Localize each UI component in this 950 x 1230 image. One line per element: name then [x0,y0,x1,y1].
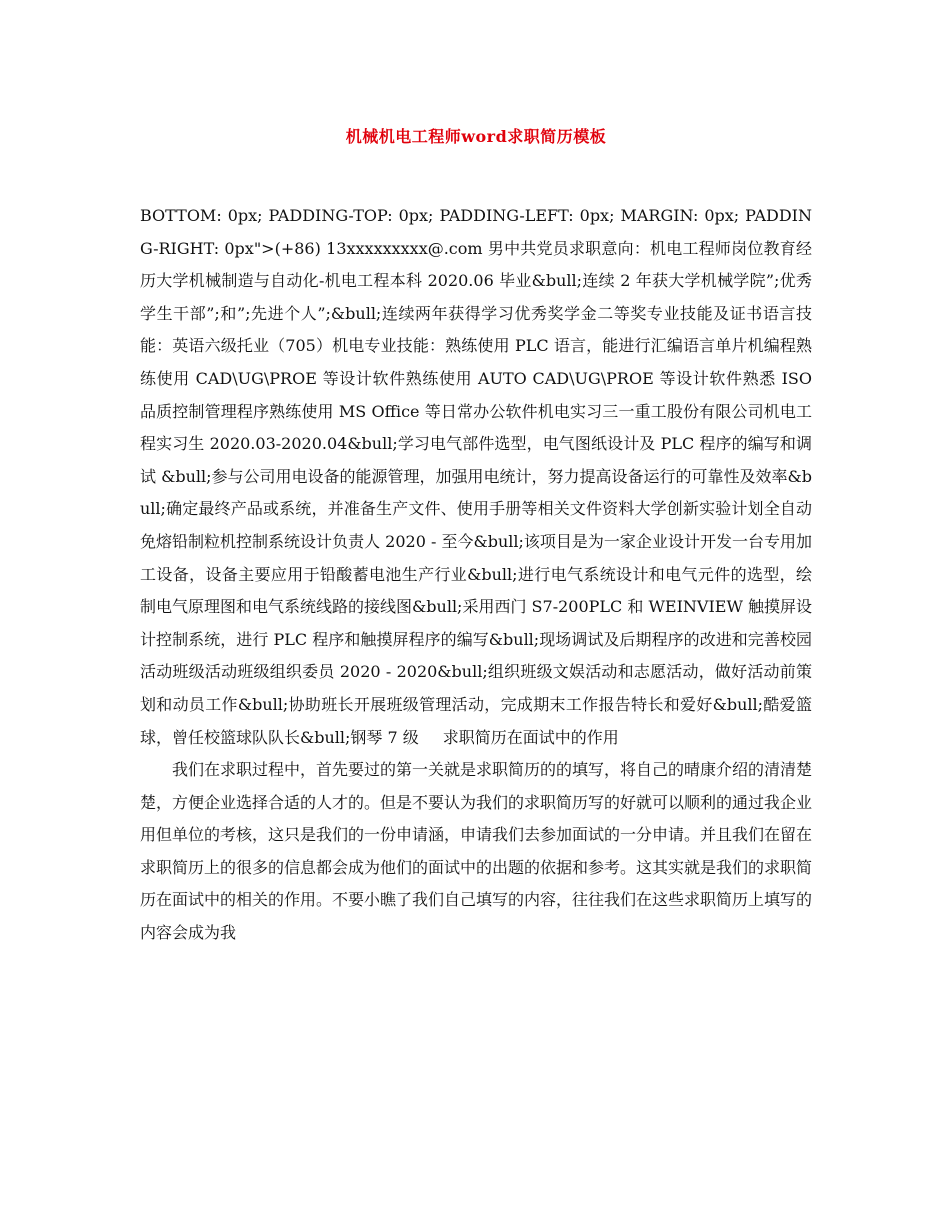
body-paragraph: 我们在求职过程中，首先要过的第一关就是求职简历的的填写，将自己的晴康介绍的清清楚楚，方便企业选择合适的人才的。但是不要认为我们的求职简历写的好就可以顺利的通过我企业用但单位的考核，这只是我们的一份申请涵，申请我们去参加面试的一分申请。并且我们在留在求职简历上的很多的信息都会成为他们的面试中的出题的依据和参考。这其实就是我们的求职简历在面试中的相关的作用。不要小瞧了我们自己填写的内容，往往我们在这些求职简历上填写的内容会成为我 [140,760,813,943]
section-heading: 求职简历在面试中的作用 [442,727,619,747]
resume-content [140,200,812,754]
document-page [140,118,812,950]
resume-text: BOTTOM: 0px; PADDING-TOP: 0px; PADDING-LEFT: 0px; MARGIN: 0px; PADDING-RIGHT: 0px">(+86) 13xxxxxxxxx@.com 男中共党员求职意向：机电工程师岗位教育经历大学机械制造与自动化-机电工程本科 2020.06 毕业&bull;连续 2 年获大学机械学院”;优秀学生干部”;和”;先进个人”;&bull;连续两年获得学习优秀奖学金二等奖专业技能及证书语言技能：英语六级托业（705）机电专业技能：熟练使用 PLC 语言，能进行汇编语言单片机编程熟练使用 CAD\UG\PROE 等设计软件熟练使用 AUTO CAD\UG\PROE 等设计软件熟悉 ISO 品质控制管理程序熟练使用 MS Office 等日常办公软件机电实习三一重工股份有限公司机电工程实习生 2020.03-2020.04&bull;学习电气部件选型，电气图纸设计及 PLC 程序的编写和调试 &bull;参与公司用电设备的能源管理，加强用电统计，努力提高设备运行的可靠性及效率&bull;确定最终产品或系统，并准备生产文件、使用手册等相关文件资料大学创新实验计划全自动免熔铅制粒机控制系统设计负责人 2020 - 至今&bull;该项目是为一家企业设计开发一台专用加工设备，设备主要应用于铅酸蓄电池生产行业&bull;进行电气系统设计和电气元件的选型，绘制电气原理图和电气系统线路的接线图&bull;采用西门 S7-200PLC 和 WEINVIEW 触摸屏设计控制系统，进行 PLC 程序和触摸屏程序的编写&bull;现场调试及后期程序的改进和完善校园活动班级活动班级组织委员 2020 - 2020&bull;组织班级文娱活动和志愿活动，做好活动前策划和动员工作&bull;协助班长开展班级管理活动，完成期末工作报告特长和爱好&bull;酷爱篮球，曾任校篮球队队长&bull;钢琴 7 级 [140,206,812,747]
document-title: 机械机电工程师word求职简历模板 [345,127,607,146]
